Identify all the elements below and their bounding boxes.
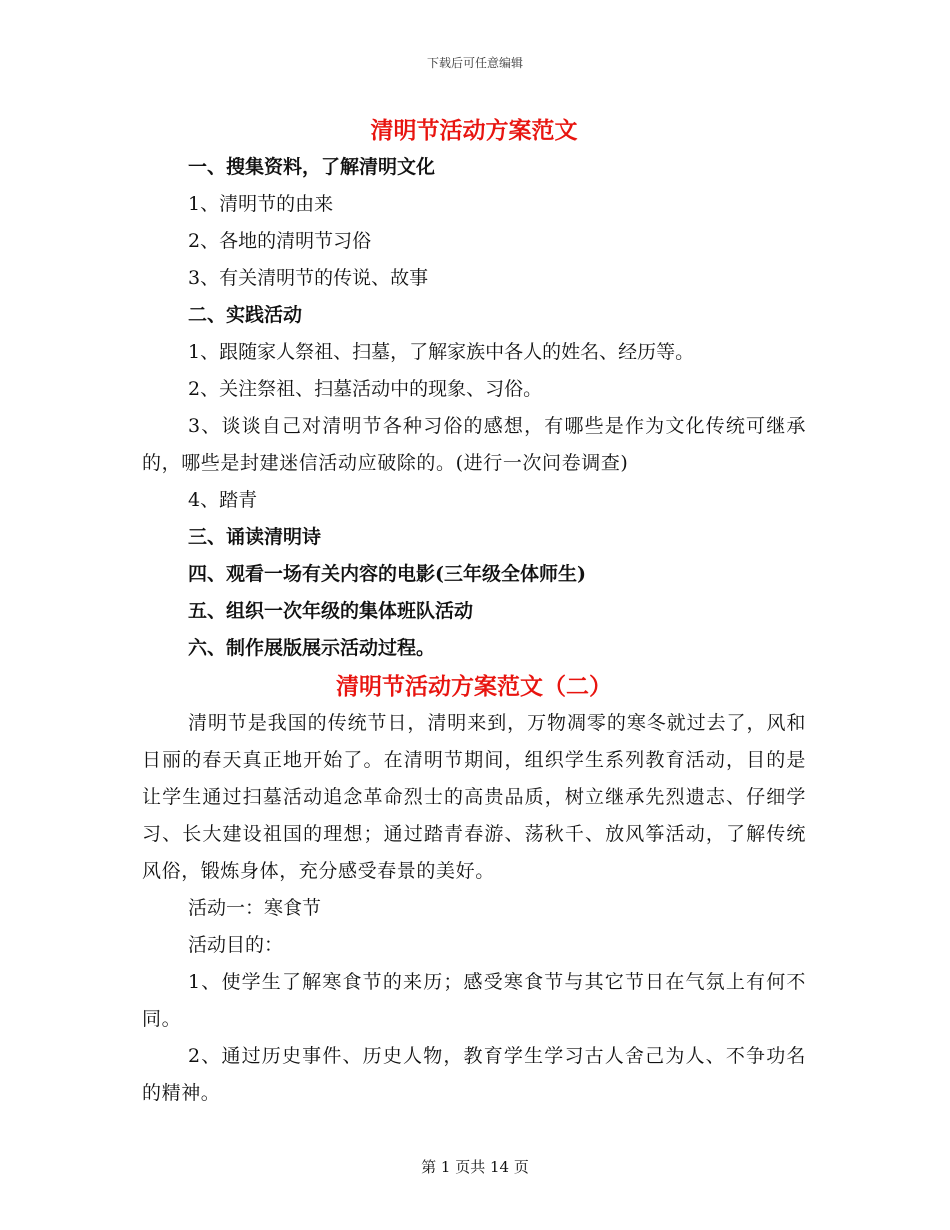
section-heading-3: 三、诵读清明诗: [188, 526, 322, 548]
list-item: 4、踏青: [188, 489, 258, 511]
goal-item: 1、使学生了解寒食节的来历；感受寒食节与其它节日在气氛上有何不同。: [142, 971, 806, 1030]
header-note: 下载后可任意编辑: [426, 56, 523, 70]
list-item: 2、关注祭祖、扫墓活动中的现象、习俗。: [188, 378, 543, 400]
list-item: 1、跟随家人祭祖、扫墓，了解家族中各人的姓名、经历等。: [188, 341, 695, 363]
document-title: 清明节活动方案范文: [370, 117, 578, 144]
section-heading-5: 五、组织一次年级的集体班队活动: [188, 600, 474, 622]
document-title-2: 清明节活动方案范文（二）: [336, 673, 612, 700]
section-heading-4: 四、观看一场有关内容的电影(三年级全体师生): [188, 563, 586, 585]
list-item: 2、各地的清明节习俗: [188, 230, 372, 252]
activity-heading: 活动一：寒食节: [188, 897, 322, 919]
document-body: [142, 113, 806, 1112]
section-heading-6: 六、制作展版展示活动过程。: [188, 637, 436, 659]
intro-paragraph: 清明节是我国的传统节日，清明来到，万物凋零的寒冬就过去了，风和日丽的春天真正地开始了。在清明节期间，组织学生系列教育活动，目的是让学生通过扫墓活动追念革命烈士的高贵品质，树立继承先烈遗志、仔细学习、长大建设祖国的理想；通过踏青春游、荡秋千、放风筝活动，了解传统风俗，锻炼身体，充分感受春景的美好。: [142, 712, 806, 882]
list-item: 3、有关清明节的传说、故事: [188, 267, 429, 289]
goal-label: 活动目的：: [188, 934, 284, 956]
page-footer: 第 1 页共 14 页: [421, 1158, 529, 1176]
section-heading-1: 一、搜集资料，了解清明文化: [188, 156, 436, 178]
section-heading-2: 二、实践活动: [188, 304, 303, 326]
goal-item: 2、通过历史事件、历史人物，教育学生学习古人舍己为人、不争功名的精神。: [142, 1045, 806, 1104]
list-item-paragraph: 3、谈谈自己对清明节各种习俗的感想，有哪些是作为文化传统可继承的，哪些是封建迷信活动应破除的。(进行一次问卷调查): [142, 415, 806, 474]
list-item: 1、清明节的由来: [188, 193, 334, 215]
